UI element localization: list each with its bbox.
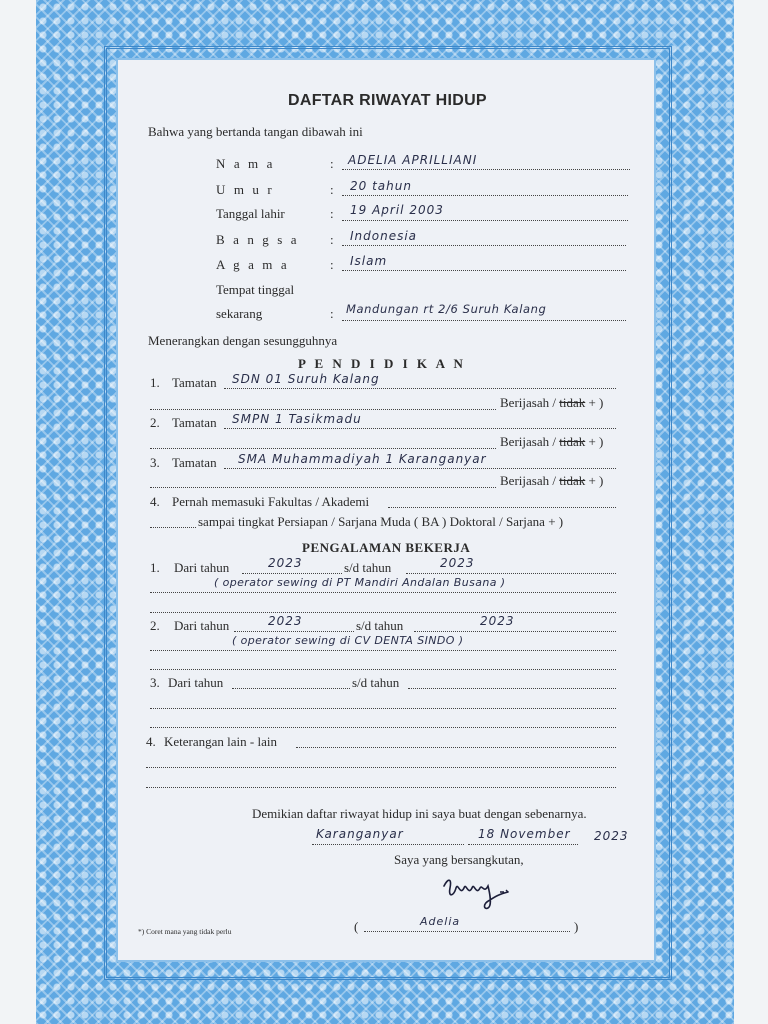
year-value: 2023 xyxy=(594,829,629,843)
other-line xyxy=(146,767,616,768)
work-line xyxy=(406,573,616,574)
education-heading: P E N D I D I K A N xyxy=(298,356,466,371)
degree-text: sampai tingkat Persiapan / Sarjana Muda ( BA ) Doktoral / Sarjana + ) xyxy=(198,514,564,529)
faculty-text: Pernah memasuki Fakultas / Akademi xyxy=(172,494,370,509)
education-line xyxy=(224,388,616,389)
education-item-value: SMPN 1 Tasikmadu xyxy=(232,412,362,426)
age-label: U m u r xyxy=(216,182,275,197)
education-line xyxy=(150,409,496,410)
place-value: Karanganyar xyxy=(316,827,404,841)
to-year-label: s/d tahun xyxy=(356,618,404,633)
nationality-value: Indonesia xyxy=(350,229,418,243)
signer-line xyxy=(364,931,570,932)
residence-label-line1: Tempat tinggal xyxy=(216,282,295,297)
religion-line xyxy=(342,270,626,271)
document-title: DAFTAR RIWAYAT HIDUP xyxy=(288,92,487,109)
intro-text: Bahwa yang bertanda tangan dibawah ini xyxy=(148,124,363,139)
work-description: ( operator sewing di PT Mandiri Andalan Busana ) xyxy=(214,576,506,589)
work-line xyxy=(234,631,354,632)
signer-paren-open: ( xyxy=(354,919,359,934)
birthdate-label: Tanggal lahir xyxy=(216,206,285,221)
work-item-number: 2. xyxy=(150,618,160,633)
colon: : xyxy=(330,257,334,272)
residence-label-line2: sekarang xyxy=(216,306,263,321)
work-line xyxy=(408,688,616,689)
education-item-value: SMA Muhammadiyah 1 Karanganyar xyxy=(238,452,487,466)
work-line xyxy=(150,592,616,593)
residence-line xyxy=(342,320,626,321)
education-item-number: 4. xyxy=(150,494,160,509)
education-line xyxy=(150,527,196,528)
closing-statement: Demikian daftar riwayat hidup ini saya buat dengan sebenarnya. xyxy=(252,806,587,821)
date-line xyxy=(468,844,578,845)
birthdate-line xyxy=(342,220,628,221)
place-line xyxy=(312,844,464,845)
education-item-label: Tamatan xyxy=(172,375,217,390)
work-line xyxy=(232,688,350,689)
work-line xyxy=(150,708,616,709)
work-from-value: 2023 xyxy=(268,614,303,628)
education-line xyxy=(224,468,616,469)
work-heading: PENGALAMAN BEKERJA xyxy=(302,540,471,555)
work-line xyxy=(150,650,616,651)
work-line xyxy=(150,669,616,670)
work-item-number: 1. xyxy=(150,560,160,575)
education-item-number: 2. xyxy=(150,415,160,430)
name-line xyxy=(342,169,630,170)
colon: : xyxy=(330,206,334,221)
signatory-label: Saya yang bersangkutan, xyxy=(394,852,524,867)
other-number: 4. xyxy=(146,734,156,749)
to-year-label: s/d tahun xyxy=(344,560,392,575)
colon: : xyxy=(330,182,334,197)
work-from-value: 2023 xyxy=(268,556,303,570)
nationality-label: B a n g s a xyxy=(216,232,300,247)
colon: : xyxy=(330,156,334,171)
education-item-label: Tamatan xyxy=(172,415,217,430)
work-to-value: 2023 xyxy=(440,556,475,570)
education-item-number: 1. xyxy=(150,375,160,390)
work-line xyxy=(150,727,616,728)
signer-name: Adelia xyxy=(420,915,461,928)
name-label: N a m a xyxy=(216,156,275,171)
other-line xyxy=(296,747,616,748)
residence-value: Mandungan rt 2/6 Suruh Kalang xyxy=(346,302,547,316)
signature-image xyxy=(438,872,518,912)
education-line xyxy=(150,487,496,488)
other-info-label: Keterangan lain - lain xyxy=(164,734,277,749)
certificate-label: Berijasah / tidak + ) xyxy=(500,473,604,488)
from-year-label: Dari tahun xyxy=(168,675,224,690)
signer-paren-close: ) xyxy=(574,919,579,934)
work-description: ( operator sewing di CV DENTA SINDO ) xyxy=(232,634,464,647)
work-line xyxy=(242,573,342,574)
colon: : xyxy=(330,232,334,247)
work-to-value: 2023 xyxy=(480,614,515,628)
age-line xyxy=(342,195,628,196)
to-year-label: s/d tahun xyxy=(352,675,400,690)
from-year-label: Dari tahun xyxy=(174,618,230,633)
certificate-label: Berijasah / tidak + ) xyxy=(500,395,604,410)
certificate-label: Berijasah / tidak + ) xyxy=(500,434,604,449)
education-line xyxy=(388,507,616,508)
education-item-number: 3. xyxy=(150,455,160,470)
colon: : xyxy=(330,306,334,321)
age-value: 20 tahun xyxy=(350,179,412,193)
religion-label: A g a m a xyxy=(216,257,290,272)
education-item-value: SDN 01 Suruh Kalang xyxy=(232,372,380,386)
from-year-label: Dari tahun xyxy=(174,560,230,575)
declaration-text: Menerangkan dengan sesungguhnya xyxy=(148,333,338,348)
footnote: *) Coret mana yang tidak perlu xyxy=(138,927,232,936)
education-line xyxy=(150,448,496,449)
work-line xyxy=(414,631,616,632)
date-value: 18 November xyxy=(478,827,571,841)
education-line xyxy=(224,428,616,429)
education-item-label: Tamatan xyxy=(172,455,217,470)
name-value: ADELIA APRILLIANI xyxy=(348,153,478,167)
nationality-line xyxy=(342,245,626,246)
work-line xyxy=(150,612,616,613)
religion-value: Islam xyxy=(350,254,388,268)
birthdate-value: 19 April 2003 xyxy=(350,203,444,217)
work-item-number: 3. xyxy=(150,675,160,690)
other-line xyxy=(146,787,616,788)
